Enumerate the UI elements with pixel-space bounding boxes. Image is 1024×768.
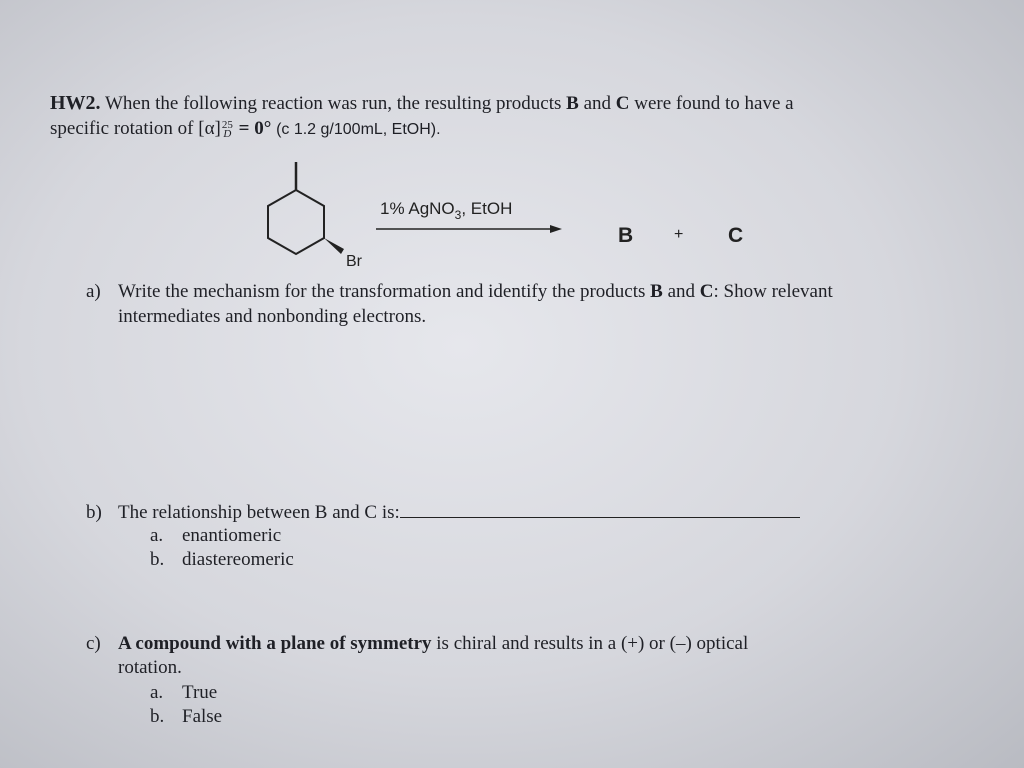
option-letter: b. (150, 706, 165, 727)
rotation-fraction (221, 118, 233, 140)
question-a-c: C (699, 281, 714, 302)
question-c-label: c) (86, 633, 101, 654)
header-text-a: When the following reaction was run, the resulting products (104, 93, 562, 114)
option-letter: b. (150, 549, 165, 570)
question-b-option-a[interactable] (150, 525, 281, 547)
header-text-b: were found to have a (634, 93, 794, 114)
option-letter: a. (150, 525, 164, 546)
header-line-2 (50, 118, 441, 140)
rotation-temperature: 25 (221, 118, 233, 131)
question-a-line-1 (86, 281, 833, 303)
header-product-c: C (615, 93, 630, 114)
question-b-label: b) (86, 502, 102, 523)
question-c-option-b[interactable] (150, 706, 222, 728)
question-a-b: B (650, 281, 663, 302)
question-b (86, 500, 800, 524)
question-c-line-2: rotation. (118, 657, 182, 678)
option-text: False (182, 706, 223, 727)
option-text: enantiomeric (182, 525, 282, 546)
rotation-label: specific rotation of [α] (50, 118, 221, 139)
reagent-label: 1% AgNO$_3$, EtOH (380, 199, 513, 222)
product-c-label: C (728, 224, 744, 247)
wedge-bond-icon (324, 238, 344, 254)
header-and: and (583, 93, 612, 114)
question-b-text: The relationship between B and C is: (118, 502, 400, 523)
header-line-1 (50, 92, 794, 115)
question-c-text: is chiral and results in a (+) or (–) optical (436, 633, 749, 654)
question-a-text-b: : Show relevant (713, 281, 833, 302)
header-product-b: B (566, 93, 579, 114)
plus-sign: + (674, 226, 684, 243)
option-text: True (182, 682, 218, 703)
question-c-option-a[interactable] (150, 682, 217, 704)
arrow-head-icon (550, 225, 562, 233)
question-a-line-2: intermediates and nonbonding electrons. (118, 306, 427, 327)
question-c-bold: A compound with a plane of symmetry (118, 633, 432, 654)
option-letter: a. (150, 682, 164, 703)
question-a-and: and (667, 281, 696, 302)
rotation-value: = 0° (238, 118, 272, 139)
option-text: diastereomeric (182, 549, 294, 570)
rotation-conditions: (c 1.2 g/100mL, EtOH). (276, 121, 441, 138)
cyclohexane-ring-icon (268, 190, 324, 254)
question-b-option-b[interactable] (150, 549, 294, 571)
substituent-label: Br (346, 253, 362, 270)
reaction-scheme (240, 150, 820, 280)
question-c-line-1 (86, 633, 748, 655)
rotation-wavelength: D (223, 127, 232, 140)
question-a-text: Write the mechanism for the transformation and identify the products (118, 281, 646, 302)
homework-label: HW2. (50, 92, 101, 114)
product-b-label: B (618, 224, 634, 247)
question-a-label: a) (86, 281, 101, 302)
answer-blank[interactable] (400, 500, 800, 518)
